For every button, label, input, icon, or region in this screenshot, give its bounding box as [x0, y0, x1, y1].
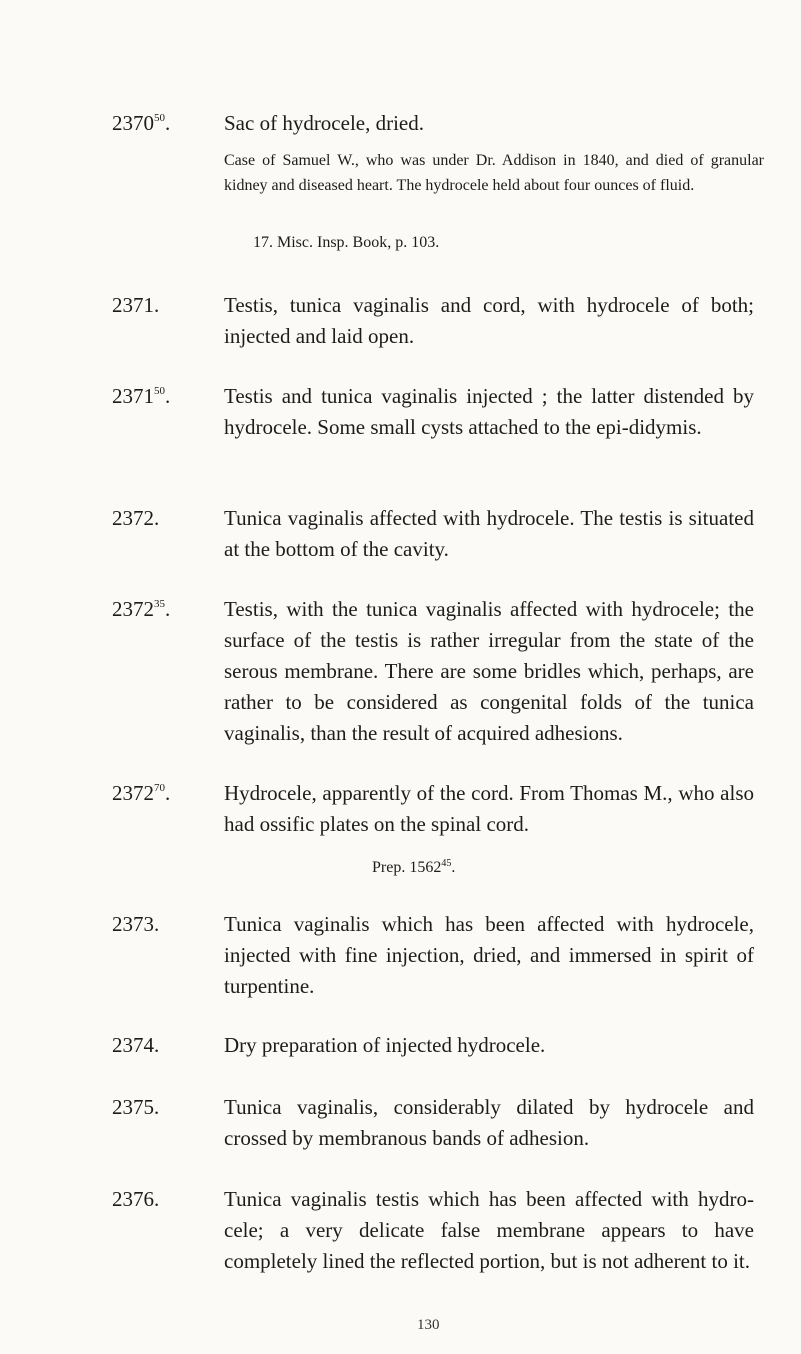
catalogue-entry	[112, 1184, 754, 1277]
entry-number: 2372$^{35}$.	[112, 597, 171, 621]
entry-number: 2371.	[112, 293, 160, 317]
entry-number: 2374.	[112, 1033, 160, 1057]
entry-description: Hydrocele, apparently of the cord. From Thomas M., who also had ossific plates on the spinal cord.	[224, 781, 754, 836]
case-note: Case of Samuel W., who was under Dr. Addison in 1840, and died of granular kidney and diseased heart. The hydrocele held about four ounces of fluid.	[224, 152, 764, 194]
entry-description: Tunica vaginalis, considerably dilated by hydrocele and crossed by membranous bands of adhesion.	[224, 1095, 754, 1150]
catalogue-entry	[112, 290, 754, 352]
entry-number: 2376.	[112, 1187, 160, 1211]
entry-number: 2373.	[112, 912, 160, 936]
entry-description: Testis and tunica vaginalis injected ; the latter distended by hydrocele. Some small cysts attached to the epi-didymis.	[224, 384, 754, 439]
entry-number: 2372.	[112, 506, 160, 530]
page-number: 130	[417, 1317, 440, 1333]
catalogue-entry	[112, 1030, 754, 1061]
entry-description: Sac of hydrocele, dried.	[224, 111, 425, 135]
entry-description: Tunica vaginalis which has been affected with hydrocele, injected with fine injection, dried, and immersed in spirit of turpentine.	[224, 912, 754, 998]
entry-number: 2371$^{50}$.	[112, 384, 171, 408]
entry-description: Tunica vaginalis affected with hydrocele. The testis is situated at the bottom of the cavity.	[224, 506, 754, 561]
entry-description: Tunica vaginalis testis which has been affected with hydro-cele; a very delicate false membrane appears to have completely lined the reflected portion, but is not adherent to it.	[224, 1187, 754, 1273]
reference-note: 17. Misc. Insp. Book, p. 103.	[253, 234, 440, 251]
catalogue-entry	[112, 909, 754, 1002]
entry-description: Testis, with the tunica vaginalis affected with hydrocele; the surface of the testis is rather irregular from the state of the serous membrane. There are some bridles which, perhaps, are rather to be considered as congenital folds of the tunica vaginalis, than the result of acquired adhesions.	[224, 597, 754, 745]
entry-number: 2370$^{50}$.	[112, 111, 171, 135]
entry-number: 2375.	[112, 1095, 160, 1119]
entry-description: Testis, tunica vaginalis and cord, with hydrocele of both; injected and laid open.	[224, 293, 754, 348]
entry-description: Dry preparation of injected hydrocele.	[224, 1033, 546, 1057]
catalogue-entry	[112, 381, 754, 443]
preparation-reference: Prep. 1562$^{45}$.	[372, 858, 456, 876]
catalogue-entry	[112, 108, 754, 139]
catalogue-entry	[112, 594, 754, 749]
entry-number: 2372$^{70}$.	[112, 781, 171, 805]
catalogue-entry	[112, 503, 754, 565]
catalogue-entry	[112, 778, 754, 840]
catalogue-entry	[112, 1092, 754, 1154]
